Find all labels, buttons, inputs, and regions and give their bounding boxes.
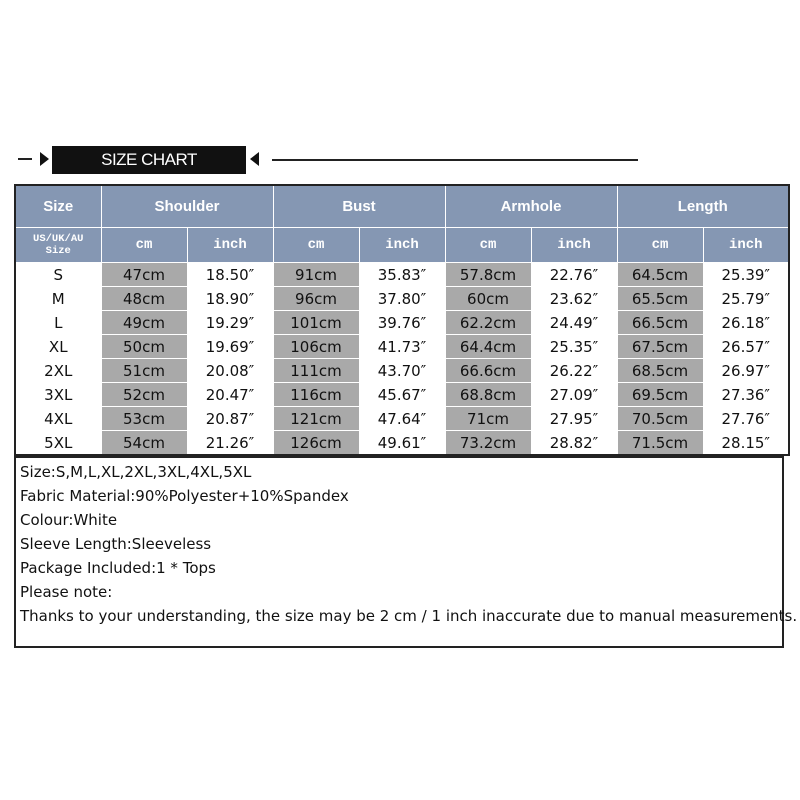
shoulder-cm-cell: 52cm (101, 383, 187, 407)
product-notes (14, 456, 798, 648)
bust-inch-cell: 43.70″ (359, 359, 445, 383)
unit-header-cm: cm (617, 228, 703, 263)
size-cell: 4XL (15, 407, 101, 431)
bust-inch-cell: 35.83″ (359, 263, 445, 287)
shoulder-inch-cell: 21.26″ (187, 431, 273, 456)
size-cell: 5XL (15, 431, 101, 456)
table-row (15, 311, 789, 335)
bust-cm-cell: 106cm (273, 335, 359, 359)
shoulder-cm-cell: 54cm (101, 431, 187, 456)
size-cell: M (15, 287, 101, 311)
size-chart-heading (0, 0, 800, 190)
group-header-row (15, 185, 789, 228)
shoulder-cm-cell: 49cm (101, 311, 187, 335)
bust-inch-cell: 47.64″ (359, 407, 445, 431)
length-inch-cell: 26.57″ (703, 335, 789, 359)
unit-header-inch: inch (531, 228, 617, 263)
unit-header-inch: inch (703, 228, 789, 263)
length-inch-cell: 28.15″ (703, 431, 789, 456)
unit-header-cm: cm (101, 228, 187, 263)
note-line: Fabric Material:90%Polyester+10%Spandex (20, 487, 349, 505)
note-line: Thanks to your understanding, the size may be 2 cm / 1 inch inaccurate due to manual measurements. (20, 607, 798, 625)
table-row (15, 335, 789, 359)
shoulder-cm-cell: 47cm (101, 263, 187, 287)
note-line: Please note: (20, 583, 113, 601)
size-cell: XL (15, 335, 101, 359)
region-size-header (15, 228, 101, 263)
heading-right-rule (272, 159, 638, 161)
unit-header-inch: inch (187, 228, 273, 263)
length-cm-cell: 64.5cm (617, 263, 703, 287)
group-header-bust: Bust (273, 185, 445, 228)
table-row (15, 383, 789, 407)
length-inch-cell: 25.39″ (703, 263, 789, 287)
armhole-inch-cell: 22.76″ (531, 263, 617, 287)
length-cm-cell: 69.5cm (617, 383, 703, 407)
bust-inch-cell: 39.76″ (359, 311, 445, 335)
unit-header-cm: cm (445, 228, 531, 263)
length-inch-cell: 27.76″ (703, 407, 789, 431)
armhole-cm-cell: 62.2cm (445, 311, 531, 335)
shoulder-cm-cell: 48cm (101, 287, 187, 311)
size-header: Size (15, 185, 101, 228)
armhole-cm-cell: 71cm (445, 407, 531, 431)
length-cm-cell: 68.5cm (617, 359, 703, 383)
length-cm-cell: 70.5cm (617, 407, 703, 431)
length-cm-cell: 67.5cm (617, 335, 703, 359)
armhole-cm-cell: 73.2cm (445, 431, 531, 456)
armhole-inch-cell: 24.49″ (531, 311, 617, 335)
shoulder-inch-cell: 20.08″ (187, 359, 273, 383)
size-cell: L (15, 311, 101, 335)
bust-inch-cell: 37.80″ (359, 287, 445, 311)
armhole-cm-cell: 60cm (445, 287, 531, 311)
bust-cm-cell: 101cm (273, 311, 359, 335)
bust-inch-cell: 41.73″ (359, 335, 445, 359)
bust-cm-cell: 116cm (273, 383, 359, 407)
table-row (15, 263, 789, 287)
shoulder-cm-cell: 50cm (101, 335, 187, 359)
bust-inch-cell: 45.67″ (359, 383, 445, 407)
armhole-cm-cell: 68.8cm (445, 383, 531, 407)
length-inch-cell: 27.36″ (703, 383, 789, 407)
length-inch-cell: 26.18″ (703, 311, 789, 335)
shoulder-inch-cell: 20.47″ (187, 383, 273, 407)
shoulder-inch-cell: 19.69″ (187, 335, 273, 359)
size-cell: 2XL (15, 359, 101, 383)
length-inch-cell: 25.79″ (703, 287, 789, 311)
length-cm-cell: 66.5cm (617, 311, 703, 335)
length-cm-cell: 71.5cm (617, 431, 703, 456)
shoulder-inch-cell: 18.90″ (187, 287, 273, 311)
armhole-inch-cell: 27.09″ (531, 383, 617, 407)
shoulder-cm-cell: 53cm (101, 407, 187, 431)
bust-cm-cell: 111cm (273, 359, 359, 383)
size-cell: S (15, 263, 101, 287)
heading-right-arrow-icon (250, 152, 259, 166)
group-header-armhole: Armhole (445, 185, 617, 228)
size-chart-banner (52, 146, 246, 174)
table-row (15, 287, 789, 311)
note-line: Package Included:1 * Tops (20, 559, 216, 577)
size-chart-table (14, 184, 790, 456)
shoulder-inch-cell: 18.50″ (187, 263, 273, 287)
note-line: Sleeve Length:Sleeveless (20, 535, 212, 553)
region-label: US/UK/AU (33, 233, 84, 245)
unit-header-cm: cm (273, 228, 359, 263)
armhole-inch-cell: 28.82″ (531, 431, 617, 456)
note-line: Colour:White (20, 511, 118, 529)
table-row (15, 407, 789, 431)
unit-header-inch: inch (359, 228, 445, 263)
bust-cm-cell: 96cm (273, 287, 359, 311)
length-inch-cell: 26.97″ (703, 359, 789, 383)
group-header-shoulder: Shoulder (101, 185, 273, 228)
armhole-inch-cell: 26.22″ (531, 359, 617, 383)
size-rows (15, 263, 789, 456)
shoulder-inch-cell: 19.29″ (187, 311, 273, 335)
armhole-cm-cell: 57.8cm (445, 263, 531, 287)
bust-cm-cell: 126cm (273, 431, 359, 456)
table-row (15, 359, 789, 383)
bust-cm-cell: 91cm (273, 263, 359, 287)
shoulder-inch-cell: 20.87″ (187, 407, 273, 431)
note-line: Size:S,M,L,XL,2XL,3XL,4XL,5XL (20, 463, 252, 481)
bust-cm-cell: 121cm (273, 407, 359, 431)
armhole-inch-cell: 23.62″ (531, 287, 617, 311)
table-row (15, 431, 789, 456)
heading-left-dash (18, 158, 32, 160)
bust-inch-cell: 49.61″ (359, 431, 445, 456)
size-cell: 3XL (15, 383, 101, 407)
unit-header-row (15, 228, 789, 263)
length-cm-cell: 65.5cm (617, 287, 703, 311)
shoulder-cm-cell: 51cm (101, 359, 187, 383)
armhole-inch-cell: 27.95″ (531, 407, 617, 431)
armhole-cm-cell: 64.4cm (445, 335, 531, 359)
armhole-cm-cell: 66.6cm (445, 359, 531, 383)
banner-title: SIZE CHART (101, 150, 197, 169)
heading-left-arrow-icon (40, 152, 49, 166)
group-header-length: Length (617, 185, 789, 228)
armhole-inch-cell: 25.35″ (531, 335, 617, 359)
region-size-label: Size (45, 245, 71, 257)
